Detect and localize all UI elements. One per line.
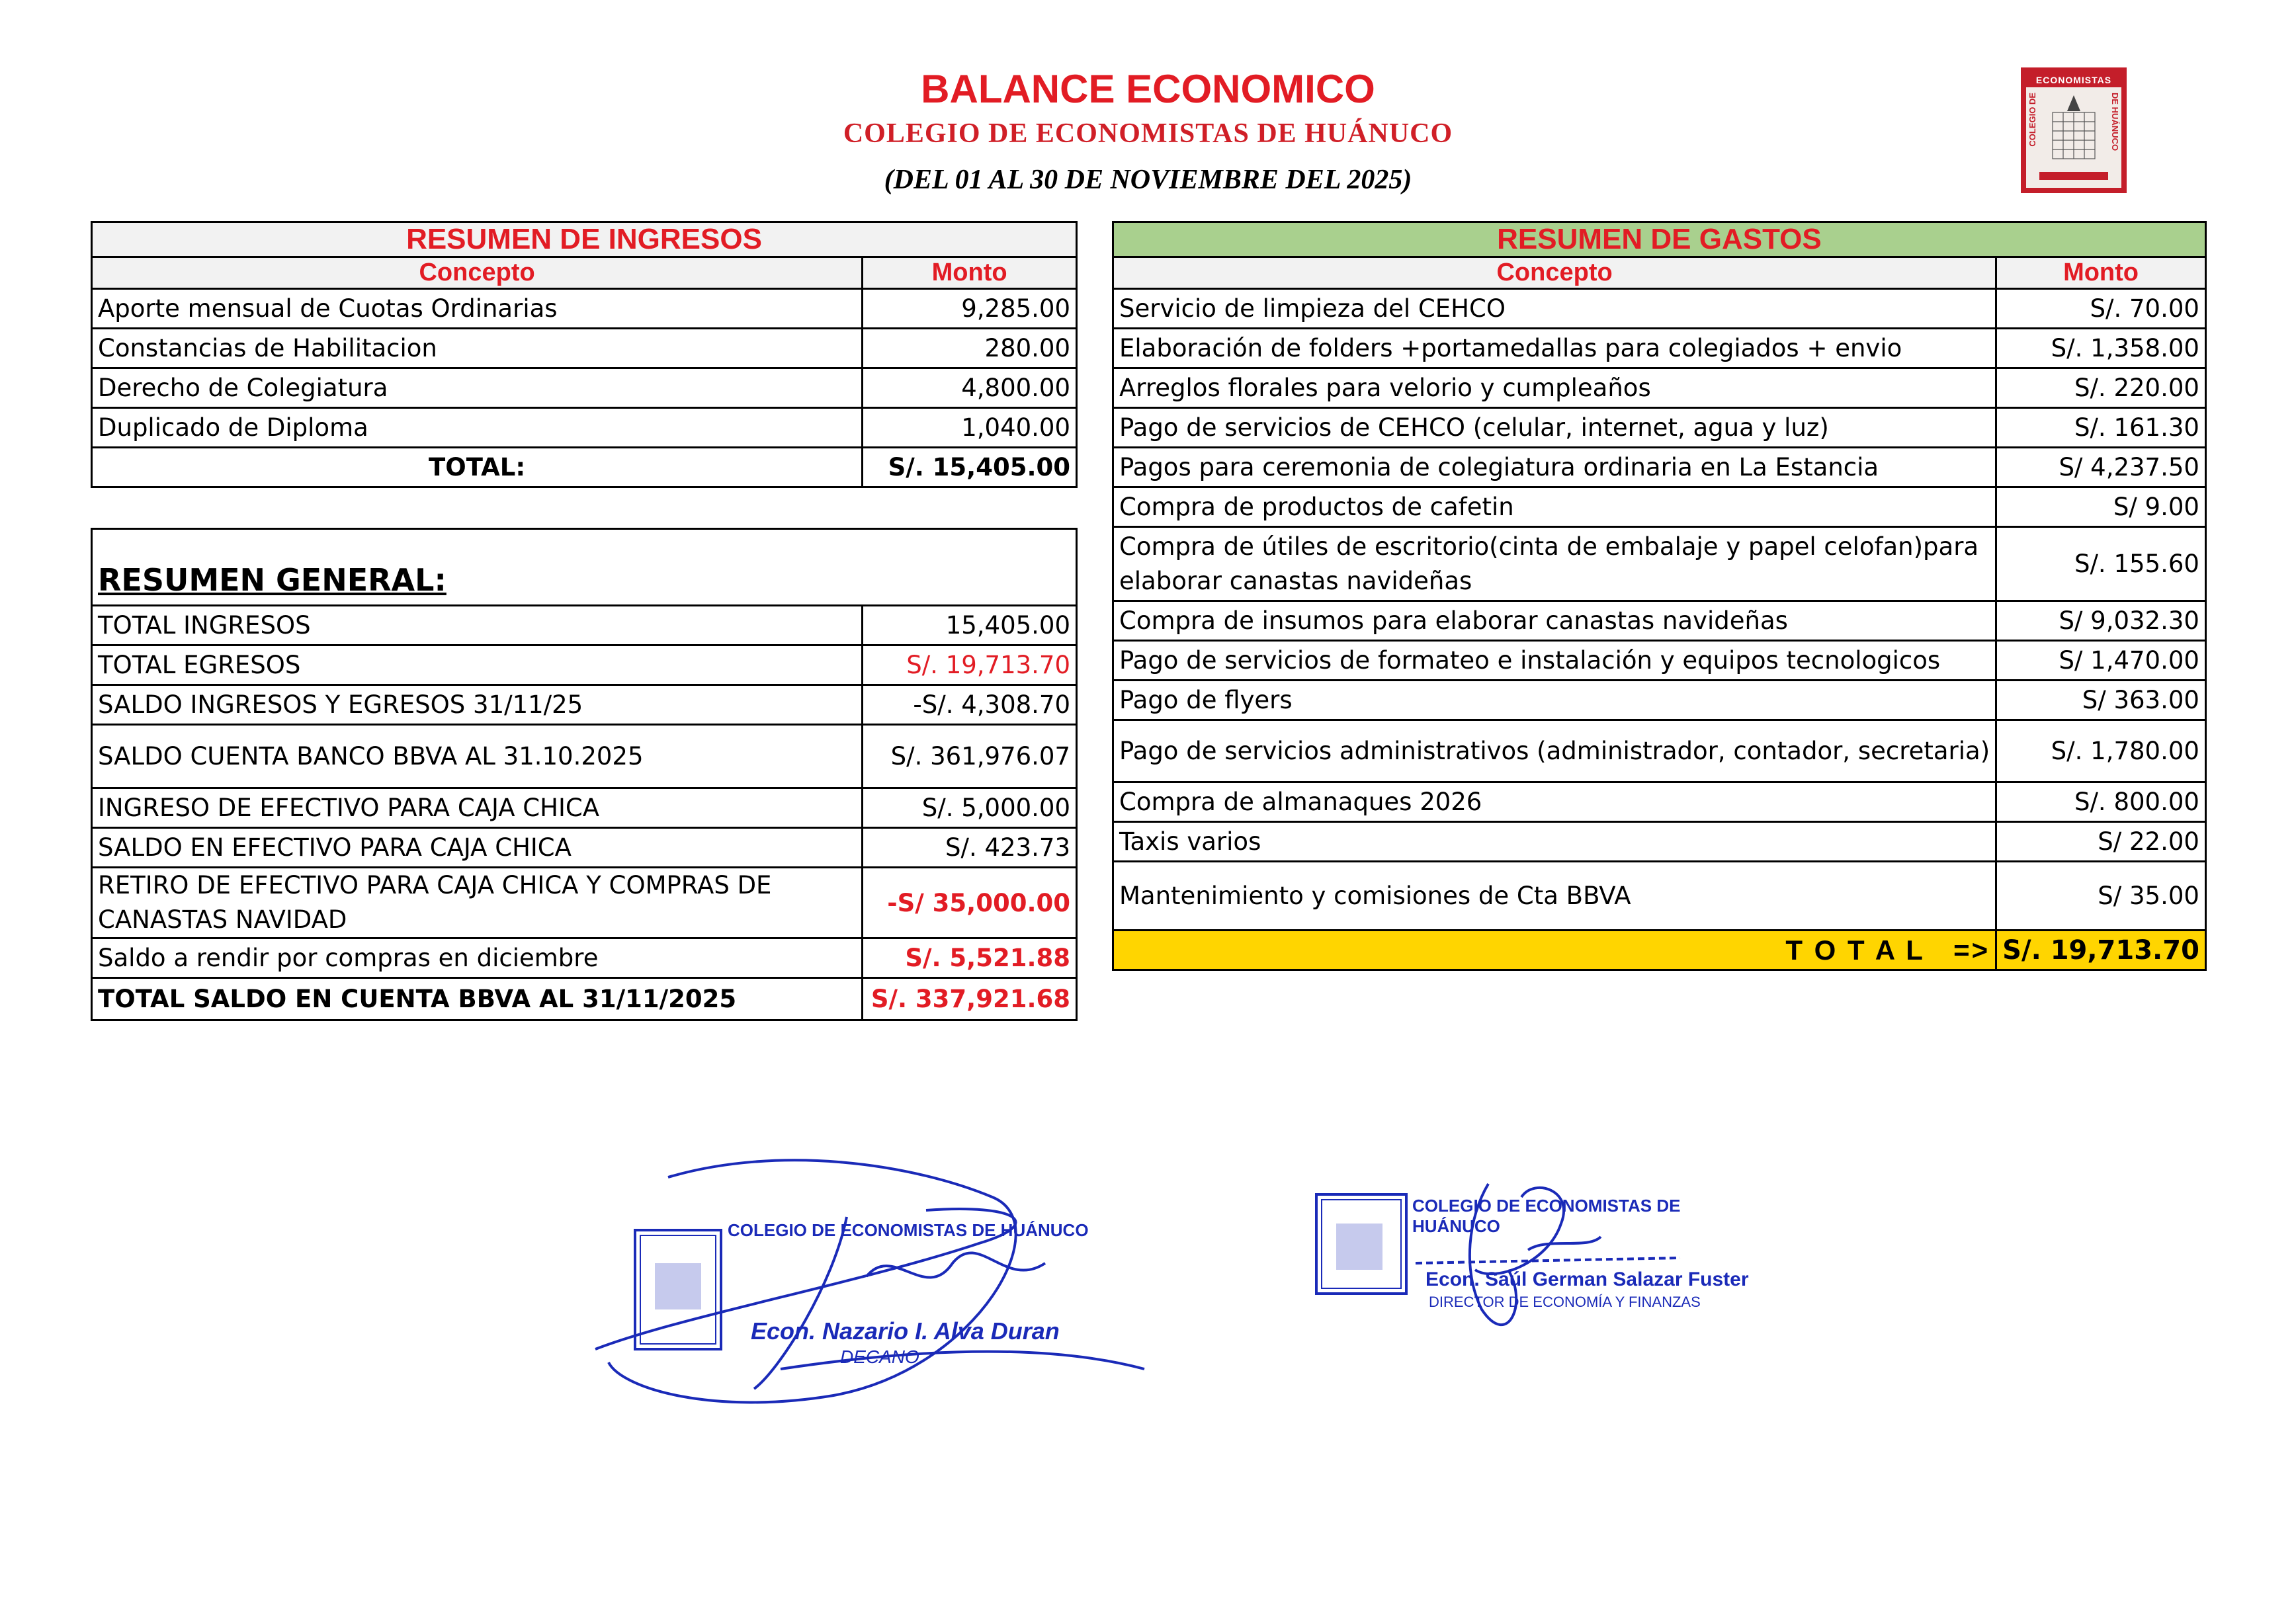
general-label: Saldo a rendir por compras en diciembre <box>92 938 863 978</box>
general-title: RESUMEN GENERAL: <box>92 529 1077 606</box>
expense-amount: S/ 22.00 <box>1996 822 2206 862</box>
stamp-institution: COLEGIO DE ECONOMISTAS DE HUÁNUCO <box>728 1220 1089 1240</box>
general-label: SALDO INGRESOS Y EGRESOS 31/11/25 <box>92 685 863 725</box>
income-concept: Derecho de Colegiatura <box>92 368 863 408</box>
general-amount: S/. 361,976.07 <box>863 725 1077 788</box>
income-summary-table <box>91 221 1078 488</box>
table-row <box>1113 527 2206 601</box>
income-amount: 280.00 <box>863 329 1077 368</box>
table-row <box>1113 329 2206 368</box>
expense-amount: S/. 155.60 <box>1996 527 2206 601</box>
expense-amount: S/. 220.00 <box>1996 368 2206 408</box>
general-summary-table <box>91 528 1078 1021</box>
expense-concept: Compra de útiles de escritorio(cinta de embalaje y papel celofan)para elaborar canastas navideñas <box>1113 527 1996 601</box>
signer-role: DIRECTOR DE ECONOMÍA Y FINANZAS <box>1429 1294 1701 1310</box>
table-row <box>92 828 1077 868</box>
income-concept: Duplicado de Diploma <box>92 408 863 448</box>
general-amount: 15,405.00 <box>863 606 1077 645</box>
expense-concept: Pago de servicios de CEHCO (celular, internet, agua y luz) <box>1113 408 1996 448</box>
expense-amount: S/ 1,470.00 <box>1996 641 2206 681</box>
expense-summary-table <box>1112 221 2207 971</box>
table-row <box>92 606 1077 645</box>
general-amount: -S/. 4,308.70 <box>863 685 1077 725</box>
expense-amount: S/. 1,780.00 <box>1996 720 2206 782</box>
general-label: INGRESO DE EFECTIVO PARA CAJA CHICA <box>92 788 863 828</box>
table-row <box>92 685 1077 725</box>
general-amount: S/. 337,921.68 <box>863 978 1077 1020</box>
signature-block-dean <box>582 1151 1177 1415</box>
table-row <box>1113 487 2206 527</box>
expense-concept: Pago de flyers <box>1113 681 1996 720</box>
income-amount: 1,040.00 <box>863 408 1077 448</box>
expense-total-amount: S/. 19,713.70 <box>1996 931 2206 970</box>
expense-amount: S/ 4,237.50 <box>1996 448 2206 487</box>
expense-amount-header: Monto <box>1996 257 2206 289</box>
table-row <box>92 978 1077 1020</box>
period-label: (DEL 01 AL 30 DE NOVIEMBRE DEL 2025) <box>884 165 1412 195</box>
signer-role: DECANO <box>840 1347 919 1367</box>
logo-emblem-icon <box>2026 73 2121 188</box>
income-concept-header: Concepto <box>92 257 863 289</box>
general-label: TOTAL SALDO EN CUENTA BBVA AL 31/11/2025 <box>92 978 863 1020</box>
signer-name: Econ. Nazario I. Alva Duran <box>751 1317 1060 1345</box>
table-row <box>1113 862 2206 931</box>
signer-name: Econ. Saúl German Salazar Fuster <box>1425 1268 1749 1290</box>
table-row <box>1113 720 2206 782</box>
income-amount: 4,800.00 <box>863 368 1077 408</box>
table-row <box>1113 931 2206 970</box>
table-row <box>1113 408 2206 448</box>
stamp-institution: COLEGIO DE ECONOMISTAS DE HUÁNUCO <box>1412 1196 1681 1236</box>
table-row <box>1113 681 2206 720</box>
table-row <box>92 725 1077 788</box>
income-total-label: TOTAL: <box>92 448 863 487</box>
general-amount: S/. 19,713.70 <box>863 645 1077 685</box>
income-total-amount: S/. 15,405.00 <box>863 448 1077 487</box>
expense-concept: Compra de insumos para elaborar canastas navideñas <box>1113 601 1996 641</box>
document-title: BALANCE ECONOMICO <box>921 67 1375 111</box>
general-label: SALDO EN EFECTIVO PARA CAJA CHICA <box>92 828 863 868</box>
general-amount: S/. 5,521.88 <box>863 938 1077 978</box>
handwritten-signature-icon <box>582 1151 1177 1415</box>
expense-total-label: T O T A L => <box>1113 931 1996 970</box>
table-row <box>92 289 1077 329</box>
expense-concept: Compra de productos de cafetin <box>1113 487 1996 527</box>
expense-concept: Compra de almanaques 2026 <box>1113 782 1996 822</box>
institution-logo: ECONOMISTAS COLEGIO DE DE HUÁNUCO <box>2021 67 2127 193</box>
expense-concept: Taxis varios <box>1113 822 1996 862</box>
institution-name: COLEGIO DE ECONOMISTAS DE HUÁNUCO <box>843 118 1453 149</box>
table-row <box>1113 448 2206 487</box>
expense-amount: S/. 1,358.00 <box>1996 329 2206 368</box>
table-row <box>92 868 1077 938</box>
income-title: RESUMEN DE INGRESOS <box>92 222 1077 257</box>
general-label: RETIRO DE EFECTIVO PARA CAJA CHICA Y COMPRAS DE CANASTAS NAVIDAD <box>92 868 863 938</box>
expense-concept: Servicio de limpieza del CEHCO <box>1113 289 1996 329</box>
expense-amount: S/. 800.00 <box>1996 782 2206 822</box>
general-label: TOTAL INGRESOS <box>92 606 863 645</box>
income-amount: 9,285.00 <box>863 289 1077 329</box>
table-row <box>92 788 1077 828</box>
expense-amount: S/. 70.00 <box>1996 289 2206 329</box>
expense-amount: S/. 161.30 <box>1996 408 2206 448</box>
table-row <box>1113 641 2206 681</box>
expense-concept: Pagos para ceremonia de colegiatura ordinaria en La Estancia <box>1113 448 1996 487</box>
table-row <box>92 368 1077 408</box>
expense-concept: Pago de servicios de formateo e instalación y equipos tecnologicos <box>1113 641 1996 681</box>
expense-concept: Pago de servicios administrativos (administrador, contador, secretaria) <box>1113 720 1996 782</box>
table-row <box>1113 782 2206 822</box>
table-row <box>92 329 1077 368</box>
income-concept: Aporte mensual de Cuotas Ordinarias <box>92 289 863 329</box>
table-row <box>92 408 1077 448</box>
signature-block-director <box>1310 1151 1773 1389</box>
expense-concept-header: Concepto <box>1113 257 1996 289</box>
expense-concept: Elaboración de folders +portamedallas para colegiados + envio <box>1113 329 1996 368</box>
general-label: SALDO CUENTA BANCO BBVA AL 31.10.2025 <box>92 725 863 788</box>
table-row <box>92 645 1077 685</box>
expense-amount: S/ 363.00 <box>1996 681 2206 720</box>
table-row <box>1113 368 2206 408</box>
table-row <box>1113 601 2206 641</box>
table-row <box>92 448 1077 487</box>
table-row <box>1113 289 2206 329</box>
expense-title: RESUMEN DE GASTOS <box>1113 222 2206 257</box>
expense-amount: S/ 9.00 <box>1996 487 2206 527</box>
expense-concept: Arreglos florales para velorio y cumpleaños <box>1113 368 1996 408</box>
expense-amount: S/ 9,032.30 <box>1996 601 2206 641</box>
general-amount: S/. 5,000.00 <box>863 788 1077 828</box>
income-concept: Constancias de Habilitacion <box>92 329 863 368</box>
general-label: TOTAL EGRESOS <box>92 645 863 685</box>
general-amount: S/. 423.73 <box>863 828 1077 868</box>
expense-amount: S/ 35.00 <box>1996 862 2206 931</box>
income-amount-header: Monto <box>863 257 1077 289</box>
expense-concept: Mantenimiento y comisiones de Cta BBVA <box>1113 862 1996 931</box>
table-row <box>1113 822 2206 862</box>
table-row <box>92 938 1077 978</box>
general-amount: -S/ 35,000.00 <box>863 868 1077 938</box>
